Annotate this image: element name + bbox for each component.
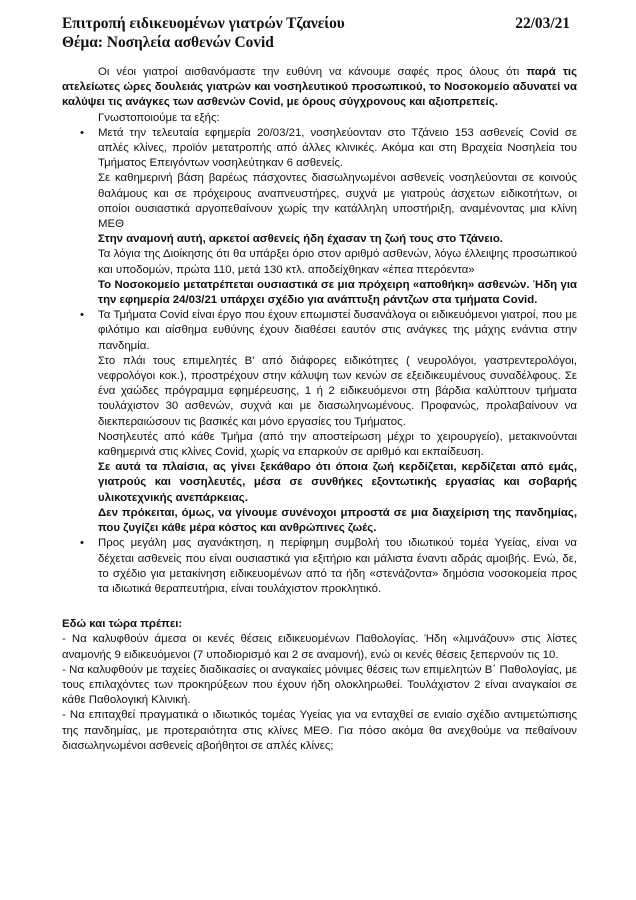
intro-paragraph — [62, 65, 577, 111]
bullet1-para5: Το Νοσοκομείο μετατρέπεται ουσιαστικά σε μια πρόχειρη «αποθήκη» ασθενών. Ήδη για την εφημερία 24/03/21 υπάρχει σχέδιο για ανάπτυξη ράντζων στα τμήματα Covid. — [98, 278, 577, 307]
bullet1-para4: Τα λόγια της Διοίκησης ότι θα υπάρξει όριο στον αριθμό ασθενών, λόγω έλλειψης προσωπικού και υποδομών, πρώτα 110, μετά 130 κτλ. αποδείχθηκαν «έπεα πτερόεντα» — [98, 248, 577, 276]
bullet-icon: • — [80, 537, 84, 550]
bullet2-para5: Δεν πρόκειται, όμως, να γίνουμε συνένοχοι μπροστά σε μια διαχείριση της πανδημίας, που ζυγίζει κάθε μέρα κόστος και ανθρώπινες ζωές. — [98, 506, 577, 535]
bullet-item-private-sector — [62, 536, 577, 597]
demand-item: - Να επιταχθεί πραγματικά ο ιδιωτικός τομέας Υγείας για να ενταχθεί σε ενιαίο σχέδιο αντιμετώπισης της πανδημίας, με προτεραιότητα στις κλίνες ΜΕΘ. Για πόσο ακόμα θα ανεχθούμε να πεθαίνουν διασωληνωμένοι ασθενείς αβοήθητοι σε απλές κλίνες; — [62, 709, 577, 752]
bullet3-para1: Προς μεγάλη μας αγανάκτηση, η περίφημη συμβολή του ιδιωτικού τομέα Υγείας, είναι να δέχεται ασθενείς που είναι ουσιαστικά για εξιτήριο και μάλιστα έναντι αδράς αμοιβής. Ενώ, δε, το σχέδιο για μετακίνηση ειδικευομένων από τα ήδη «στενάζοντα» δημόσια νοσοκομεία προς τα ιδιωτικά θεραπευτήρια, είναι τουλάχιστον προκλητικό. — [98, 537, 577, 595]
bullet1-para1: Μετά την τελευταία εφημερία 20/03/21, νοσηλεύονταν στο Τζάνειο 153 ασθενείς Covid σε απλές κλίνες, προϊόν μετατροπής από άλλες κλινικές. Ακόμα και στη Βραχεία Νοσηλεία του Τμήματος Επειγόντων νοσηλεύτηκαν 6 ασθενείς. — [98, 126, 577, 170]
bullet-list-2 — [62, 308, 577, 536]
bullet-list-1 — [62, 126, 577, 308]
bullet-list-3 — [62, 536, 577, 597]
bullet-icon: • — [80, 309, 84, 322]
letter-date: 22/03/21 — [515, 15, 570, 32]
intro-text: Οι νέοι γιατροί αισθανόμαστε την ευθύνη να κάνουμε σαφές προς όλους ότι — [98, 66, 527, 78]
bullet2-para1: Τα Τμήματα Covid είναι έργο που έχουν επωμιστεί δυσανάλογα οι ειδικευόμενοι γιατροί, που με φιλότιμο και αίσθημα ευθύνης έχουν διαθέσει εαυτόν στις ανάγκες της μάχης ενάντια στην πανδημία. — [98, 309, 577, 352]
bullet2-para3: Νοσηλευτές από κάθε Τμήμα (από την αποστείρωση μέχρι το χειρουργείο), μετακινούνται καθημερινά στις κλίνες Covid, χωρίς να επαρκούν σε αριθμό και εκπαίδευση. — [98, 430, 577, 459]
bullet2-para4: Σε αυτά τα πλαίσια, ας γίνει ξεκάθαρο ότι όποια ζωή κερδίζεται, κερδίζεται από εμάς, γιατρούς και νοσηλευτές, μέσα σε συνθήκες εξοντωτικής εργασίας και σοβαρής υλικοτεχνικής ανεπάρκειας. — [98, 461, 577, 504]
bullet-icon: • — [80, 126, 84, 139]
header-row — [62, 14, 570, 33]
bullet1-para3: Στην αναμονή αυτή, αρκετοί ασθενείς ήδη έχασαν τη ζωή τους στο Τζάνειο. — [98, 233, 503, 246]
letter-body — [62, 65, 577, 754]
demands-heading: Εδώ και τώρα πρέπει: — [62, 618, 183, 631]
bullet1-para2: Σε καθημερινή βάση βαρέως πάσχοντες διασωληνωμένοι ασθενείς νοσηλεύονται σε κοινούς θαλάμους και σε πρόχειρους αναπνευστήρες, συχνά με γιατρούς άσχετων ειδικοτήτων, οι οποίοι ουσιαστικά αργοπεθαίνουν χωρίς την κατάλληλη υποστήριξη, αναμένοντας μια κλίνη ΜΕΘ — [98, 172, 577, 231]
intro-bold-text: παρά τις ατελείωτες ώρες δουλειάς γιατρών και νοσηλευτικού προσωπικού, το Νοσοκομείο αδυνατεί να καλύψει τις ανάγκες των ασθενών Covid, με όρους σύγχρονους και αξιοπρεπείς. — [62, 66, 577, 109]
letter-subject: Θέμα: Νοσηλεία ασθενών Covid — [62, 34, 274, 51]
letter-header — [62, 14, 570, 52]
announce-line: Γνωστοποιούμε τα εξής: — [98, 111, 220, 124]
bullet-item-staff — [62, 308, 577, 536]
demand-item: - Να καλυφθούν άμεσα οι κενές θέσεις ειδικευομένων Παθολογίας. Ήδη «λιμνάζουν» στις λίστες αναμονής 9 ειδικευόμενοι (7 υποδιορισμό και 2 σε αναμονή), ενώ οι κενές θέσεις ξεπερνούν τις 10. — [62, 633, 577, 661]
bullet2-para2: Στο πλάι τους επιμελητές Β' από διάφορες ειδικότητες ( νευρολόγοι, γαστρεντερολόγοι, νεφρολόγοι κοκ.), προστρέχουν στην κάλυψη των κενών σε εξειδικευμένους συναδέλφους. Σε ένα χαώδες πρόγραμμα εφημέρευσης, 1 ή 2 ειδικευόμενοι στη βάρδια καλύπτουν τμήματα τουλάχιστον 30 ασθενών, συχνά και με διασωληνωμένους. Προφανώς, προλαβαίνουν να διεκπεραιώσουν τις βασικές και μόνο εργασίες του Τμήματος. — [98, 354, 577, 428]
committee-name: Επιτροπή ειδικευομένων γιατρών Τζανείου — [62, 15, 345, 32]
demand-item: - Να καλυφθούν με ταχείες διαδικασίες οι αναγκαίες μόνιμες θέσεις των επιμελητών Β΄ Παθολογίας, με τους επιλαχόντες των προκηρύξεων που έχουν ήδη ολοκληρωθεί. Τουλάχιστον 2 είναι αναγκαίοι σε κάθε Παθολογική Κλινική. — [62, 663, 577, 707]
bullet-item-beds — [62, 126, 577, 308]
